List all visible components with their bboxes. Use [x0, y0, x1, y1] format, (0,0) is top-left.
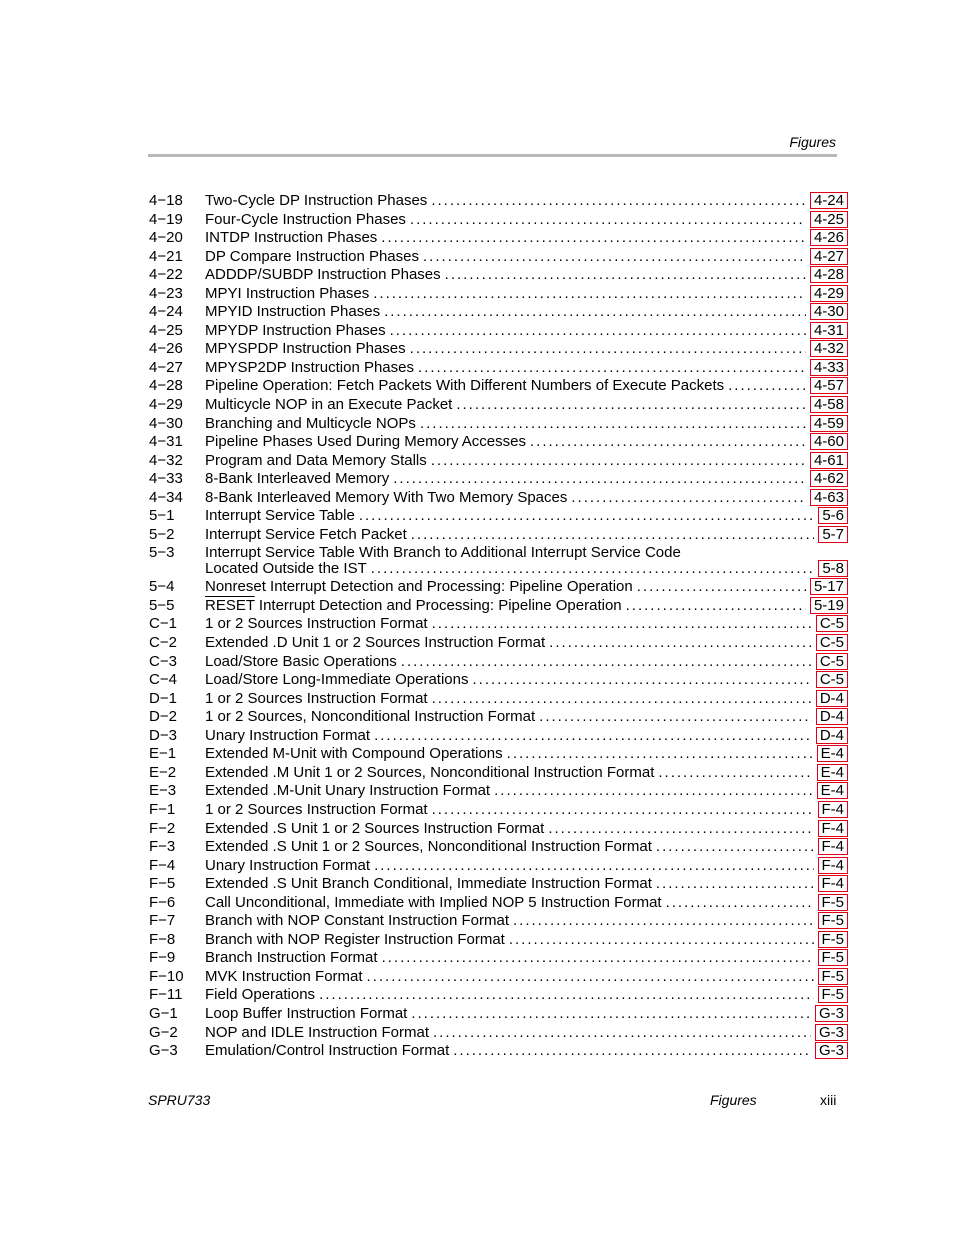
figure-title-text: 1 or 2 Sources, Nonconditional Instruction Format [205, 708, 536, 726]
figure-title [205, 671, 469, 689]
figure-number: 5−5 [149, 596, 175, 614]
figure-title-text: Load/Store Basic Operations [205, 652, 397, 670]
dot-leader [420, 415, 806, 433]
figure-title-text: MPYSP2DP Instruction Phases [205, 358, 414, 376]
dot-leader [548, 820, 813, 838]
figure-number: G−3 [149, 1042, 178, 1060]
figure-number: C−1 [149, 615, 177, 633]
figure-number: 4−27 [149, 358, 183, 376]
figure-number: 4−20 [149, 229, 183, 247]
page-link[interactable]: 4-58 [810, 396, 848, 413]
page-link[interactable]: C-5 [816, 615, 848, 632]
dot-leader [549, 634, 812, 652]
figure-number: 5−1 [149, 507, 175, 525]
toc-entry[interactable] [148, 415, 848, 434]
dot-leader [431, 192, 806, 210]
page-link[interactable]: 4-61 [810, 452, 848, 469]
dot-leader [359, 507, 815, 525]
figure-title [205, 266, 441, 284]
figure-number: F−10 [149, 967, 184, 985]
toc-entry[interactable] [148, 285, 848, 304]
figure-title-text: MPYID Instruction Phases [205, 303, 381, 321]
dot-leader [473, 671, 812, 689]
figure-number: 4−18 [149, 192, 183, 209]
toc-entry[interactable] [148, 1005, 848, 1024]
dot-leader [539, 708, 812, 726]
dot-leader [390, 322, 806, 340]
figure-number: 5−3 [149, 544, 175, 562]
toc-entry[interactable] [148, 452, 848, 471]
dot-leader [393, 470, 806, 488]
page-link[interactable]: 5-17 [810, 578, 848, 595]
figure-title [205, 615, 428, 633]
figure-title-overlined-prefix: RESET [205, 596, 255, 614]
dot-leader [410, 211, 806, 229]
dot-leader [530, 433, 806, 451]
figure-title-text: Branch with NOP Constant Instruction Format [205, 912, 510, 930]
figure-list [148, 192, 848, 1061]
page-link[interactable]: E-4 [817, 764, 848, 781]
page-link[interactable]: 4-32 [810, 340, 848, 357]
toc-entry[interactable] [148, 968, 848, 987]
figure-title [205, 470, 389, 488]
page-link[interactable]: D-4 [816, 727, 848, 744]
dot-leader [381, 229, 806, 247]
figure-title-text: Extended .M Unit 1 or 2 Sources, Nonconditional Instruction Format [205, 763, 655, 781]
dot-leader [507, 745, 813, 763]
figure-number: D−1 [149, 689, 177, 707]
figure-title-text: Extended .M-Unit Unary Instruction Format [205, 782, 491, 800]
figure-title [205, 526, 407, 544]
dot-leader [374, 857, 813, 875]
page-link[interactable]: F-5 [818, 894, 849, 911]
figure-title [205, 653, 397, 671]
toc-entry[interactable] [148, 578, 848, 597]
page-link[interactable]: F-4 [818, 838, 849, 855]
toc-entry[interactable] [148, 507, 848, 526]
toc-entry[interactable] [148, 708, 848, 727]
page-link[interactable]: F-4 [818, 875, 849, 892]
figure-number: 5−4 [149, 578, 175, 596]
page-link[interactable]: F-4 [818, 857, 849, 874]
figure-title [205, 838, 652, 856]
figure-title [205, 560, 367, 578]
toc-entry[interactable] [148, 671, 848, 690]
dot-leader [513, 912, 813, 930]
figure-title [205, 1042, 449, 1060]
dot-leader [374, 727, 812, 745]
dot-leader [411, 526, 815, 544]
page-link[interactable]: 4-63 [810, 489, 848, 506]
page-link[interactable]: 4-27 [810, 248, 848, 265]
figure-title-text: Nonreset Interrupt Detection and Processing: Pipeline Operation [205, 578, 633, 596]
dot-leader [432, 801, 814, 819]
figure-title-text: Extended .S Unit 1 or 2 Sources, Nonconditional Instruction Format [205, 838, 652, 856]
page-link[interactable]: G-3 [815, 1005, 848, 1022]
header-rule [148, 154, 837, 157]
figure-title [205, 764, 654, 782]
figure-title [205, 248, 419, 266]
figure-title-line1: Interrupt Service Table With Branch to Additional Interrupt Service Code [205, 544, 681, 562]
figure-title-text: Pipeline Phases Used During Memory Accesses [205, 433, 526, 451]
figure-number: F−6 [149, 893, 176, 911]
figure-title-text: Extended .S Unit Branch Conditional, Immediate Instruction Format [205, 875, 652, 893]
dot-leader [571, 489, 806, 507]
page-link[interactable]: C-5 [816, 634, 848, 651]
toc-entry[interactable] [148, 597, 848, 616]
toc-entry[interactable] [148, 340, 848, 359]
figure-number: F−9 [149, 949, 176, 967]
dot-leader [494, 782, 813, 800]
page-link[interactable]: 5-7 [818, 526, 848, 543]
toc-entry[interactable] [148, 838, 848, 857]
toc-entry[interactable] [148, 875, 848, 894]
figure-title-text: 8-Bank Interleaved Memory [205, 470, 390, 488]
figure-title-text: Program and Data Memory Stalls [205, 451, 427, 469]
figure-number: 4−22 [149, 266, 183, 284]
figure-title-text: MPYDP Instruction Phases [205, 321, 386, 339]
page-link[interactable]: 5-6 [818, 507, 848, 524]
figure-title [205, 597, 622, 615]
toc-entry[interactable] [148, 727, 848, 746]
figure-number: F−7 [149, 912, 176, 930]
dot-leader [418, 359, 806, 377]
figure-title-text: Load/Store Long-Immediate Operations [205, 671, 469, 689]
page-link[interactable]: 4-24 [810, 192, 848, 209]
figure-title [205, 634, 545, 652]
dot-leader [319, 986, 813, 1004]
dot-leader [384, 303, 806, 321]
toc-entry[interactable] [148, 377, 848, 396]
page-link[interactable]: 4-31 [810, 322, 848, 339]
toc-entry[interactable] [148, 211, 848, 230]
figure-number: 4−24 [149, 303, 183, 321]
page-link[interactable]: C-5 [816, 653, 848, 670]
figure-title [205, 949, 378, 967]
toc-entry[interactable] [148, 1024, 848, 1043]
figure-title-text: Branch Instruction Format [205, 949, 378, 967]
figure-number: C−4 [149, 671, 177, 689]
figure-number: 4−33 [149, 470, 183, 488]
figure-title [205, 340, 406, 358]
figure-number: 4−26 [149, 340, 183, 358]
toc-entry[interactable] [148, 396, 848, 415]
figure-title-text: Extended .D Unit 1 or 2 Sources Instruction Format [205, 634, 546, 652]
figure-title [205, 452, 427, 470]
dot-leader [656, 838, 814, 856]
figure-title [205, 303, 380, 321]
page-link[interactable]: E-4 [817, 782, 848, 799]
dot-leader [411, 1005, 811, 1023]
figure-title-text: Two-Cycle DP Instruction Phases [205, 192, 428, 209]
figure-title-text: Interrupt Service Table [205, 507, 355, 525]
figure-title-text: Branch with NOP Register Instruction Format [205, 930, 505, 948]
dot-leader [637, 578, 806, 596]
toc-entry[interactable] [148, 857, 848, 876]
figure-number: 4−25 [149, 321, 183, 339]
figure-title [205, 1005, 407, 1023]
toc-entry[interactable] [148, 266, 848, 285]
figure-number: F−8 [149, 930, 176, 948]
toc-entry[interactable] [148, 634, 848, 653]
figure-number: 5−2 [149, 525, 175, 543]
figure-title-text: Field Operations [205, 986, 316, 1004]
page-link[interactable]: G-3 [815, 1042, 848, 1059]
figure-title [205, 894, 662, 912]
figure-title-text: Multicycle NOP in an Execute Packet [205, 396, 453, 414]
dot-leader [433, 1024, 811, 1042]
figure-title-text: MVK Instruction Format [205, 967, 363, 985]
page-link[interactable]: 4-30 [810, 303, 848, 320]
toc-entry[interactable] [148, 912, 848, 931]
figure-number: D−2 [149, 708, 177, 726]
figure-title-text: Branching and Multicycle NOPs [205, 414, 416, 432]
figure-number: 4−28 [149, 377, 183, 395]
dot-leader [658, 764, 812, 782]
figure-number: C−2 [149, 634, 177, 652]
toc-entry[interactable] [148, 782, 848, 801]
toc-entry[interactable] [148, 949, 848, 968]
footer-section: Figures [710, 1092, 757, 1108]
figure-title [205, 912, 509, 930]
toc-entry[interactable] [148, 303, 848, 322]
figure-title [205, 211, 406, 229]
toc-entry[interactable] [148, 322, 848, 341]
figure-title [205, 745, 503, 763]
figure-title [205, 801, 428, 819]
figure-title [205, 285, 369, 303]
running-header-title: Figures [789, 134, 836, 150]
dot-leader [373, 285, 806, 303]
figure-title-text: Extended .S Unit 1 or 2 Sources Instruction Format [205, 819, 545, 837]
page-link[interactable]: F-5 [818, 986, 849, 1003]
figure-number: D−3 [149, 726, 177, 744]
dot-leader [382, 949, 814, 967]
toc-entry[interactable] [148, 931, 848, 950]
figure-title-text: 1 or 2 Sources Instruction Format [205, 689, 428, 707]
toc-entry[interactable] [148, 690, 848, 709]
figure-number: 4−32 [149, 451, 183, 469]
page-link[interactable]: E-4 [817, 745, 848, 762]
toc-entry[interactable] [148, 544, 848, 578]
page-link[interactable]: F-5 [818, 931, 849, 948]
figure-number: 4−23 [149, 284, 183, 302]
page-link[interactable]: G-3 [815, 1024, 848, 1041]
page-link[interactable]: C-5 [816, 671, 848, 688]
figure-title-text: DP Compare Instruction Phases [205, 247, 419, 265]
toc-entry[interactable] [148, 653, 848, 672]
figure-title-text: Unary Instruction Format [205, 856, 371, 874]
figure-number: E−2 [149, 763, 177, 781]
figure-title-text: MPYI Instruction Phases [205, 284, 370, 302]
toc-entry[interactable] [148, 801, 848, 820]
toc-entry[interactable] [148, 470, 848, 489]
dot-leader [371, 560, 815, 578]
figure-number: 4−34 [149, 488, 183, 506]
figure-title [205, 782, 490, 800]
dot-leader [456, 396, 806, 414]
dot-leader [656, 875, 814, 893]
figure-title-text: Interrupt Detection and Processing: Pipeline Operation [254, 596, 622, 614]
figure-title [205, 875, 652, 893]
figure-title-text: Call Unconditional, Immediate with Implied NOP 5 Instruction Format [205, 893, 662, 911]
toc-entry[interactable] [148, 489, 848, 508]
dot-leader [728, 377, 806, 395]
page-link[interactable]: F-4 [818, 801, 849, 818]
page-link[interactable]: 4-59 [810, 415, 848, 432]
figure-number: F−5 [149, 875, 176, 893]
figure-number: F−4 [149, 856, 176, 874]
figure-title [205, 192, 427, 210]
dot-leader [453, 1042, 811, 1060]
figure-title-text: Unary Instruction Format [205, 726, 371, 744]
figure-title [205, 415, 416, 433]
figure-number: F−1 [149, 800, 176, 818]
toc-entry[interactable] [148, 359, 848, 378]
page-link[interactable]: F-5 [818, 968, 849, 985]
figure-title-text: Four-Cycle Instruction Phases [205, 210, 406, 228]
figure-title [205, 377, 724, 395]
figure-title-text: ADDDP/SUBDP Instruction Phases [205, 266, 441, 284]
figure-title-text: Located Outside the IST [205, 560, 367, 578]
figure-number: F−3 [149, 838, 176, 856]
figure-title-text: Extended M-Unit with Compound Operations [205, 745, 503, 763]
page-link[interactable]: 4-26 [810, 229, 848, 246]
page-link[interactable]: 4-28 [810, 266, 848, 283]
footer-doc-id: SPRU733 [148, 1092, 211, 1108]
figure-title [205, 690, 428, 708]
page-link[interactable]: F-5 [818, 912, 849, 929]
figure-number: G−1 [149, 1004, 178, 1022]
dot-leader [432, 615, 812, 633]
figure-number: C−3 [149, 652, 177, 670]
toc-entry[interactable] [148, 615, 848, 634]
figure-title [205, 931, 505, 949]
dot-leader [423, 248, 806, 266]
figure-number: 4−21 [149, 247, 183, 265]
dot-leader [626, 597, 806, 615]
toc-entry[interactable] [148, 248, 848, 267]
figure-title-text: 8-Bank Interleaved Memory With Two Memory Spaces [205, 488, 568, 506]
figure-number: E−3 [149, 782, 177, 800]
page-link[interactable]: D-4 [816, 690, 848, 707]
figure-number: 4−19 [149, 210, 183, 228]
figure-title-text: NOP and IDLE Instruction Format [205, 1023, 429, 1041]
figure-number: F−2 [149, 819, 176, 837]
toc-entry[interactable] [148, 229, 848, 248]
toc-entry[interactable] [148, 764, 848, 783]
figure-title [205, 708, 535, 726]
toc-entry[interactable] [148, 1042, 848, 1061]
toc-entry[interactable] [148, 894, 848, 913]
figure-title-text: Pipeline Operation: Fetch Packets With Different Numbers of Execute Packets [205, 377, 725, 395]
page-link[interactable]: D-4 [816, 708, 848, 725]
figure-title [205, 578, 633, 596]
page-link[interactable]: 4-57 [810, 377, 848, 394]
footer-page-number: xiii [820, 1092, 837, 1108]
figure-title-text: 1 or 2 Sources Instruction Format [205, 615, 428, 633]
figure-title [205, 820, 544, 838]
dot-leader [431, 452, 806, 470]
figure-title-text: Loop Buffer Instruction Format [205, 1004, 408, 1022]
figure-title [205, 507, 355, 525]
figure-title [205, 1024, 429, 1042]
figure-number: F−11 [149, 986, 183, 1004]
toc-entry[interactable] [148, 986, 848, 1005]
dot-leader [401, 653, 812, 671]
figure-title [205, 229, 377, 247]
dot-leader [445, 266, 806, 284]
figure-title [205, 433, 526, 451]
figure-number: 4−29 [149, 396, 183, 414]
page-link[interactable]: 4-25 [810, 211, 848, 228]
page-link[interactable]: F-4 [818, 820, 849, 837]
figure-number: 4−31 [149, 433, 183, 451]
toc-entry[interactable] [148, 745, 848, 764]
toc-entry[interactable] [148, 820, 848, 839]
figure-title-text: Emulation/Control Instruction Format [205, 1042, 450, 1060]
page-link[interactable]: 5-19 [810, 597, 848, 614]
figure-title [205, 968, 363, 986]
figure-title [205, 857, 370, 875]
page-link[interactable]: F-5 [818, 949, 849, 966]
page-link[interactable]: 4-60 [810, 433, 848, 450]
figure-title-text: MPYSPDP Instruction Phases [205, 340, 406, 358]
page-link[interactable]: 4-33 [810, 359, 848, 376]
figure-number: E−1 [149, 745, 177, 763]
figure-number: G−2 [149, 1023, 178, 1041]
figure-title [205, 322, 386, 340]
dot-leader [367, 968, 814, 986]
page-link[interactable]: 4-62 [810, 470, 848, 487]
figure-title [205, 359, 414, 377]
figure-title [205, 396, 452, 414]
figure-title-text: Interrupt Service Fetch Packet [205, 525, 407, 543]
figure-title-text: 1 or 2 Sources Instruction Format [205, 800, 428, 818]
dot-leader [432, 690, 812, 708]
figure-title [205, 489, 567, 507]
toc-entry[interactable] [148, 192, 848, 211]
figure-title [205, 727, 370, 745]
figure-title [205, 986, 315, 1004]
dot-leader [410, 340, 806, 358]
figure-title-text: INTDP Instruction Phases [205, 229, 378, 247]
toc-entry[interactable] [148, 433, 848, 452]
dot-leader [509, 931, 814, 949]
dot-leader [666, 894, 814, 912]
figure-number: 4−30 [149, 414, 183, 432]
page-link[interactable]: 4-29 [810, 285, 848, 302]
toc-entry[interactable] [148, 526, 848, 545]
page-link[interactable]: 5-8 [818, 560, 848, 577]
